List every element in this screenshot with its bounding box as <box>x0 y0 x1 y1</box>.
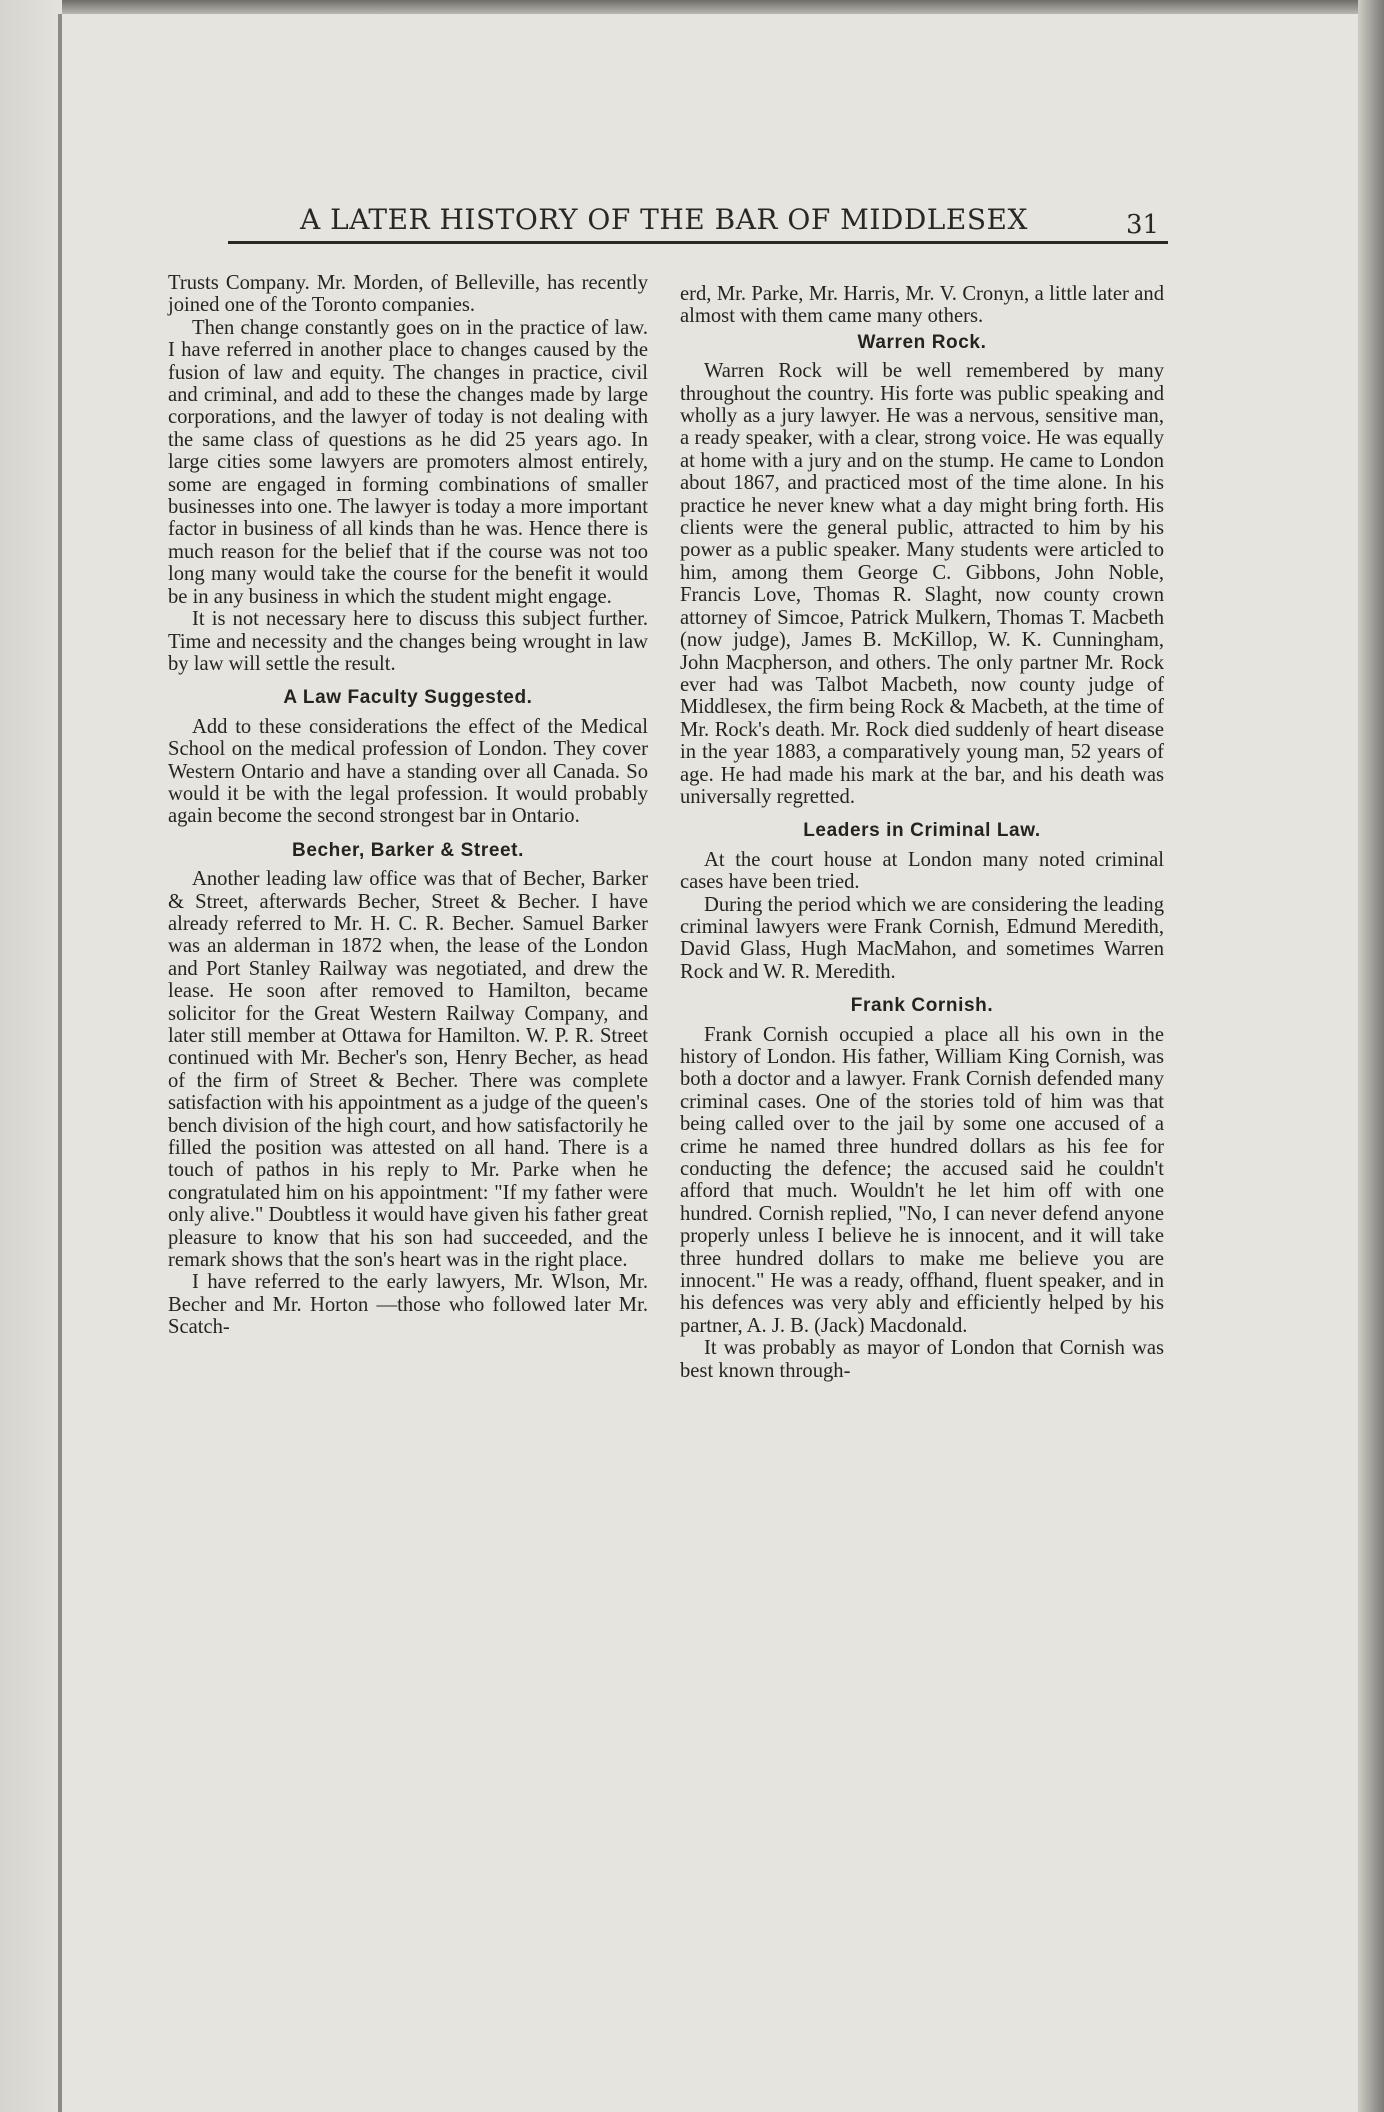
paragraph: Another leading law office was that of Becher, Barker & Street, afterwards Becher, Street & Becher. I have already referred to Mr. H. C. R. Becher. Samuel Barker was an alderman in 1872 when, the lease of the London and Port Stanley Railway was negotiated, and drew the lease. He soon after removed to Hamilton, became solicitor for the Great Western Railway Company, and later still member at Ottawa for Hamilton. W. P. R. Street continued with Mr. Becher's son, Henry Becher, as head of the firm of Street & Becher. There was complete satisfaction with his appointment as a judge of the queen's bench division of the high court, and how satisfactorily he filled the position was attested on all hand. There is a touch of pathos in his reply to Mr. Parke when he congratulated him on his appointment: "If my father were only alive." Doubtless it would have given his father great pleasure to know that his son had succeeded, and the remark shows that the son's heart was in the right place. <box>168 868 648 1272</box>
paragraph: Then change constantly goes on in the practice of law. I have referred in another place to changes caused by the fusion of law and equity. The changes in practice, civil and criminal, and add to these the changes made by large corporations, and the lawyer of today is not dealing with the same class of questions as he did 25 years ago. In large cities some lawyers are promoters almost entirely, some are engaged in forming combinations of smaller businesses into one. The lawyer is today a more important factor in business of all kinds than he was. Hence there is much reason for the belief that if the course was not too long many would take the course for the benefit it would be in any business in which the student might engage. <box>168 316 648 608</box>
page-number: 31 <box>1126 210 1160 240</box>
paragraph: Warren Rock will be well remembered by many throughout the country. His forte was public speaking and wholly as a jury lawyer. He was a nervous, sensitive man, a ready speaker, with a clear, strong voice. He was equally at home with a jury and on the stump. He came to London about 1867, and practiced most of the time alone. In his practice he never knew what a day might bring forth. His clients were the general public, attracted to him by his power as a public speaker. Many students were articled to him, among them George C. Gibbons, John Noble, Francis Love, Thomas R. Slaght, now county crown attorney of Simcoe, Patrick Mulkern, Thomas T. Macbeth (now judge), James B. McKillop, W. K. Cunningham, John Macpherson, and others. The only partner Mr. Rock ever had was Talbot Macbeth, now county judge of Middlesex, the firm being Rock & Macbeth, at the time of Mr. Rock's death. Mr. Rock died suddenly of heart disease in the year 1883, a comparatively young man, 52 years of age. He had made his mark at the bar, and his death was universally regretted. <box>680 360 1164 808</box>
paragraph: It is not necessary here to discuss this subject further. Time and necessity and the changes being wrought in law by law will settle the result. <box>168 608 648 675</box>
paragraph: During the period which we are considering the leading criminal lawyers were Frank Cornish, Edmund Meredith, David Glass, Hugh MacMahon, and sometimes Warren Rock and W. R. Meredith. <box>680 893 1164 983</box>
left-column <box>168 272 648 1339</box>
binding-line <box>58 14 62 2112</box>
section-heading: Frank Cornish. <box>850 995 994 1017</box>
paragraph: erd, Mr. Parke, Mr. Harris, Mr. V. Cronyn, a little later and almost with them came many others. <box>680 283 1164 328</box>
section-heading: Becher, Barker & Street. <box>292 839 524 861</box>
paragraph: It was probably as mayor of London that Cornish was best known through- <box>680 1337 1164 1382</box>
section-heading: A Law Faculty Suggested. <box>283 687 533 709</box>
binding-gutter <box>0 0 62 2112</box>
header-rule <box>228 241 1168 244</box>
running-head: A LATER HISTORY OF THE BAR OF MIDDLESEX <box>300 203 1028 236</box>
right-column <box>680 283 1164 1382</box>
paragraph: Frank Cornish occupied a place all his own in the history of London. His father, William King Cornish, was both a doctor and a lawyer. Frank Cornish defended many criminal cases. One of the stories told of him was that being called over to the jail by some one accused of a crime he named three hundred dollars as his fee for conducting the defence; the accused said he couldn't afford that much. Wouldn't he let him off with one hundred. Cornish replied, "No, I can never defend anyone properly unless I believe he is innocent, and it will take three hundred dollars to make me believe you are innocent." He was a ready, offhand, fluent speaker, and in his defences was very ably and efficiently helped by his partner, A. J. B. (Jack) Macdonald. <box>680 1023 1164 1337</box>
section-heading: Leaders in Criminal Law. <box>803 820 1041 842</box>
paragraph: Trusts Company. Mr. Morden, of Belleville, has recently joined one of the Toronto companies. <box>168 272 648 317</box>
page-right-edge <box>1358 0 1384 2112</box>
paragraph: Add to these considerations the effect of the Medical School on the medical profession of London. They cover Western Ontario and have a standing over all Canada. So would it be with the legal profession. It would probably again become the second strongest bar in Ontario. <box>168 715 648 828</box>
page-top-edge <box>0 0 1384 14</box>
section-heading: Warren Rock. <box>857 331 987 353</box>
paragraph: At the court house at London many noted criminal cases have been tried. <box>680 848 1164 894</box>
paragraph: I have referred to the early lawyers, Mr. Wlson, Mr. Becher and Mr. Horton —those who followed later Mr. Scatch- <box>168 1271 648 1339</box>
